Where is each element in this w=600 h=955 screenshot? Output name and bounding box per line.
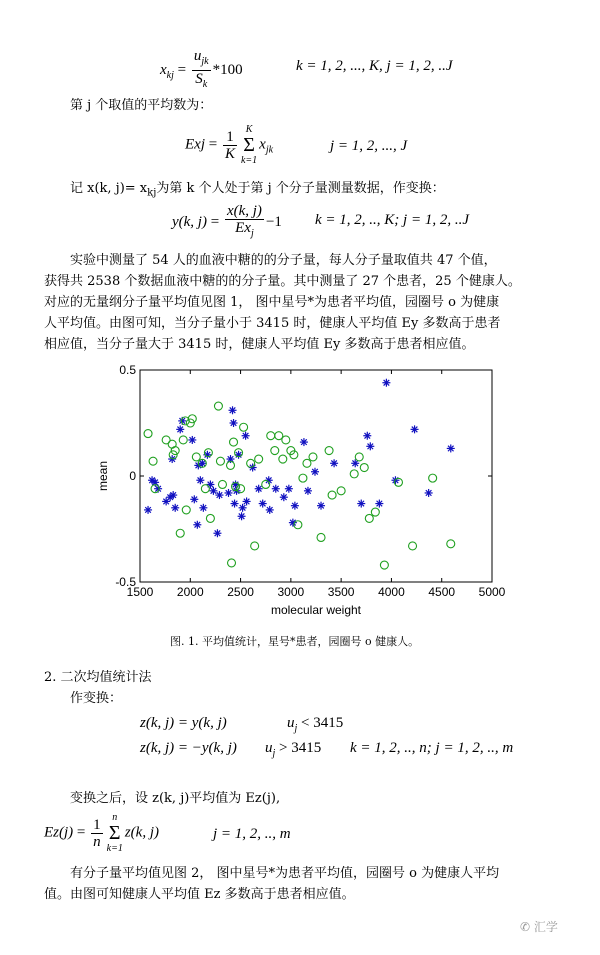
patient-point xyxy=(289,519,297,527)
paragraph-line: 获得共 2538 个数据血液中糖的的分子量。其中测量了 27 个患者，25 个健康人。 xyxy=(44,274,521,289)
patient-point xyxy=(311,468,319,476)
patient-point xyxy=(225,489,233,497)
patient-point xyxy=(266,506,274,514)
healthy-point xyxy=(380,561,388,569)
paragraph-line: 值。由图可知健康人平均值 Ez 多数高于患者相应值。 xyxy=(44,887,355,902)
paragraph-transform-2: 作变换： xyxy=(70,691,123,706)
equation-4-condition: k = 1, 2, .., n; j = 1, 2, .., m xyxy=(350,740,514,756)
equation-4-line-2: z(k, j) = −y(k, j) xyxy=(140,740,237,756)
patient-point xyxy=(144,506,152,514)
patient-point xyxy=(411,425,419,433)
x-tick-label: 3000 xyxy=(277,585,305,599)
healthy-point xyxy=(251,542,259,550)
equation-4-line-1: z(k, j) = y(k, j) xyxy=(140,715,227,731)
healthy-point xyxy=(350,470,358,478)
paragraph-ez-intro: 变换之后，设 z(k, j)平均值为 Ez(j), xyxy=(70,791,281,806)
healthy-point xyxy=(325,447,333,455)
x-tick-label: 2500 xyxy=(227,585,254,599)
healthy-point xyxy=(337,487,345,495)
paragraph-line: 有分子量平均值见图 2， 图中星号*为患者平均值，园圈号 o 为健康人平均 xyxy=(70,866,500,881)
patient-point xyxy=(291,502,299,510)
patient-point xyxy=(229,406,237,414)
patient-point xyxy=(231,500,239,508)
figure-caption: 图. 1. 平均值统计，星号*患者，园圈号 o 健康人。 xyxy=(170,635,420,648)
patient-point xyxy=(199,504,207,512)
patient-point xyxy=(215,491,223,499)
healthy-point xyxy=(237,485,245,493)
healthy-point xyxy=(303,459,311,467)
patient-point xyxy=(317,502,325,510)
healthy-point xyxy=(429,474,437,482)
healthy-point xyxy=(328,491,336,499)
scatter-chart xyxy=(95,360,515,625)
paragraph-transform-intro: 记 x(k, $j)= x_{kj}$为第 k 个人处于第 j 个分子量测量数据，作变换： xyxy=(70,181,445,199)
healthy-point xyxy=(282,436,290,444)
patient-point xyxy=(375,500,383,508)
patient-point xyxy=(285,485,293,493)
patient-point xyxy=(243,497,251,505)
healthy-point xyxy=(355,453,363,461)
patient-point xyxy=(272,485,280,493)
plot-frame xyxy=(140,370,492,582)
paragraph-line: 对应的无量纲分子量平均值见图 1， 图中星号*为患者平均值，园圈号 o 为健康 xyxy=(44,295,500,310)
equation-5: Ez(j) = $\frac{1}{n}$ n Σ k=1z(k, j) xyxy=(44,812,159,854)
healthy-point xyxy=(216,457,224,465)
equation-1-condition: k = 1, 2, ..., K, j = 1, 2, ..J xyxy=(296,58,453,74)
patient-point xyxy=(171,504,179,512)
paragraph-mean-intro: 第 j 个取值的平均数为： xyxy=(70,98,213,113)
patient-point xyxy=(357,500,365,508)
equation-5-condition: j = 1, 2, .., m xyxy=(213,826,291,842)
equation-3: y(k, j) = $\frac{x(k, j)}{Ex_j}$ −1 xyxy=(172,203,282,239)
healthy-point xyxy=(309,453,317,461)
patient-point xyxy=(213,529,221,537)
patient-point xyxy=(239,504,247,512)
x-tick-label: 4000 xyxy=(378,585,405,599)
patient-point xyxy=(238,512,246,520)
y-tick-label: -0.5 xyxy=(115,575,136,589)
healthy-point xyxy=(179,436,187,444)
x-tick-label: 1500 xyxy=(126,585,154,599)
x-tick-label: 3500 xyxy=(327,585,355,599)
patient-point xyxy=(280,493,288,501)
healthy-point xyxy=(371,508,379,516)
equation-4-cond-2: $u_j > 3415$ xyxy=(265,740,322,759)
healthy-point xyxy=(240,423,248,431)
patient-point xyxy=(330,459,338,467)
paragraph-line: 相应值，当分子量大于 3415 时，健康人平均值 Ey 多数高于患者相应值。 xyxy=(44,337,475,352)
healthy-point xyxy=(262,480,270,488)
healthy-point xyxy=(192,453,200,461)
equation-1: $x_{kj}$ = $\frac{u_{jk}}{S_k}$ *100 xyxy=(160,48,243,90)
patient-point xyxy=(196,476,204,484)
patient-point xyxy=(242,432,250,440)
healthy-point xyxy=(267,432,275,440)
x-axis-label: molecular weight xyxy=(270,603,362,617)
patient-point xyxy=(259,500,267,508)
healthy-point xyxy=(279,455,287,463)
paragraph-line: 人平均值。由图可知，当分子量小于 3415 时，健康人平均值 Ey 多数高于患者 xyxy=(44,316,501,331)
section-heading: 2. 二次均值统计法 xyxy=(44,670,152,685)
patient-point xyxy=(447,444,455,452)
watermark: ✆ 汇学 xyxy=(520,920,558,934)
healthy-point xyxy=(365,514,373,522)
patient-point xyxy=(425,489,433,497)
healthy-point xyxy=(271,447,279,455)
healthy-point xyxy=(144,430,152,438)
healthy-point xyxy=(218,480,226,488)
healthy-point xyxy=(360,464,368,472)
x-tick-label: 5000 xyxy=(478,585,506,599)
patient-point xyxy=(190,495,198,503)
equation-3-condition: k = 1, 2, .., K; j = 1, 2, ..J xyxy=(315,212,469,228)
patient-point xyxy=(382,379,390,387)
patient-point xyxy=(366,442,374,450)
patient-point xyxy=(188,436,196,444)
patient-point xyxy=(300,438,308,446)
healthy-point xyxy=(299,474,307,482)
patient-point xyxy=(193,521,201,529)
paragraph-figure-2 xyxy=(44,863,499,905)
healthy-point xyxy=(201,485,209,493)
healthy-point xyxy=(447,540,455,548)
x-tick-label: 4500 xyxy=(428,585,456,599)
y-axis-label: mean xyxy=(96,460,110,492)
x-tick-label: 2000 xyxy=(176,585,204,599)
equation-2: Exj = $\frac{1}{K}$ K Σ $k=1x_{jk}$ xyxy=(185,124,274,166)
healthy-point xyxy=(228,559,236,567)
healthy-point xyxy=(409,542,417,550)
patient-point xyxy=(209,487,217,495)
paragraph-line: 实验中测量了 54 人的血液中糖的的分子量，每人分子量取值共 47 个值， xyxy=(70,253,497,268)
equation-2-condition: j = 1, 2, ..., J xyxy=(330,138,408,154)
patient-point xyxy=(363,432,371,440)
patient-point xyxy=(176,425,184,433)
healthy-point xyxy=(149,457,157,465)
patient-point xyxy=(304,487,312,495)
equation-4-cond-1: $u_j < 3415$ xyxy=(287,715,344,734)
healthy-point xyxy=(317,533,325,541)
healthy-point xyxy=(255,455,263,463)
patient-point xyxy=(230,419,238,427)
wechat-icon: ✆ xyxy=(520,920,531,934)
healthy-point xyxy=(214,402,222,410)
healthy-point xyxy=(176,529,184,537)
healthy-point xyxy=(230,438,238,446)
y-tick-label: 0.5 xyxy=(119,363,136,377)
healthy-point xyxy=(206,514,214,522)
paragraph-experiment xyxy=(44,250,521,355)
healthy-point xyxy=(182,506,190,514)
y-tick-label: 0 xyxy=(129,469,136,483)
